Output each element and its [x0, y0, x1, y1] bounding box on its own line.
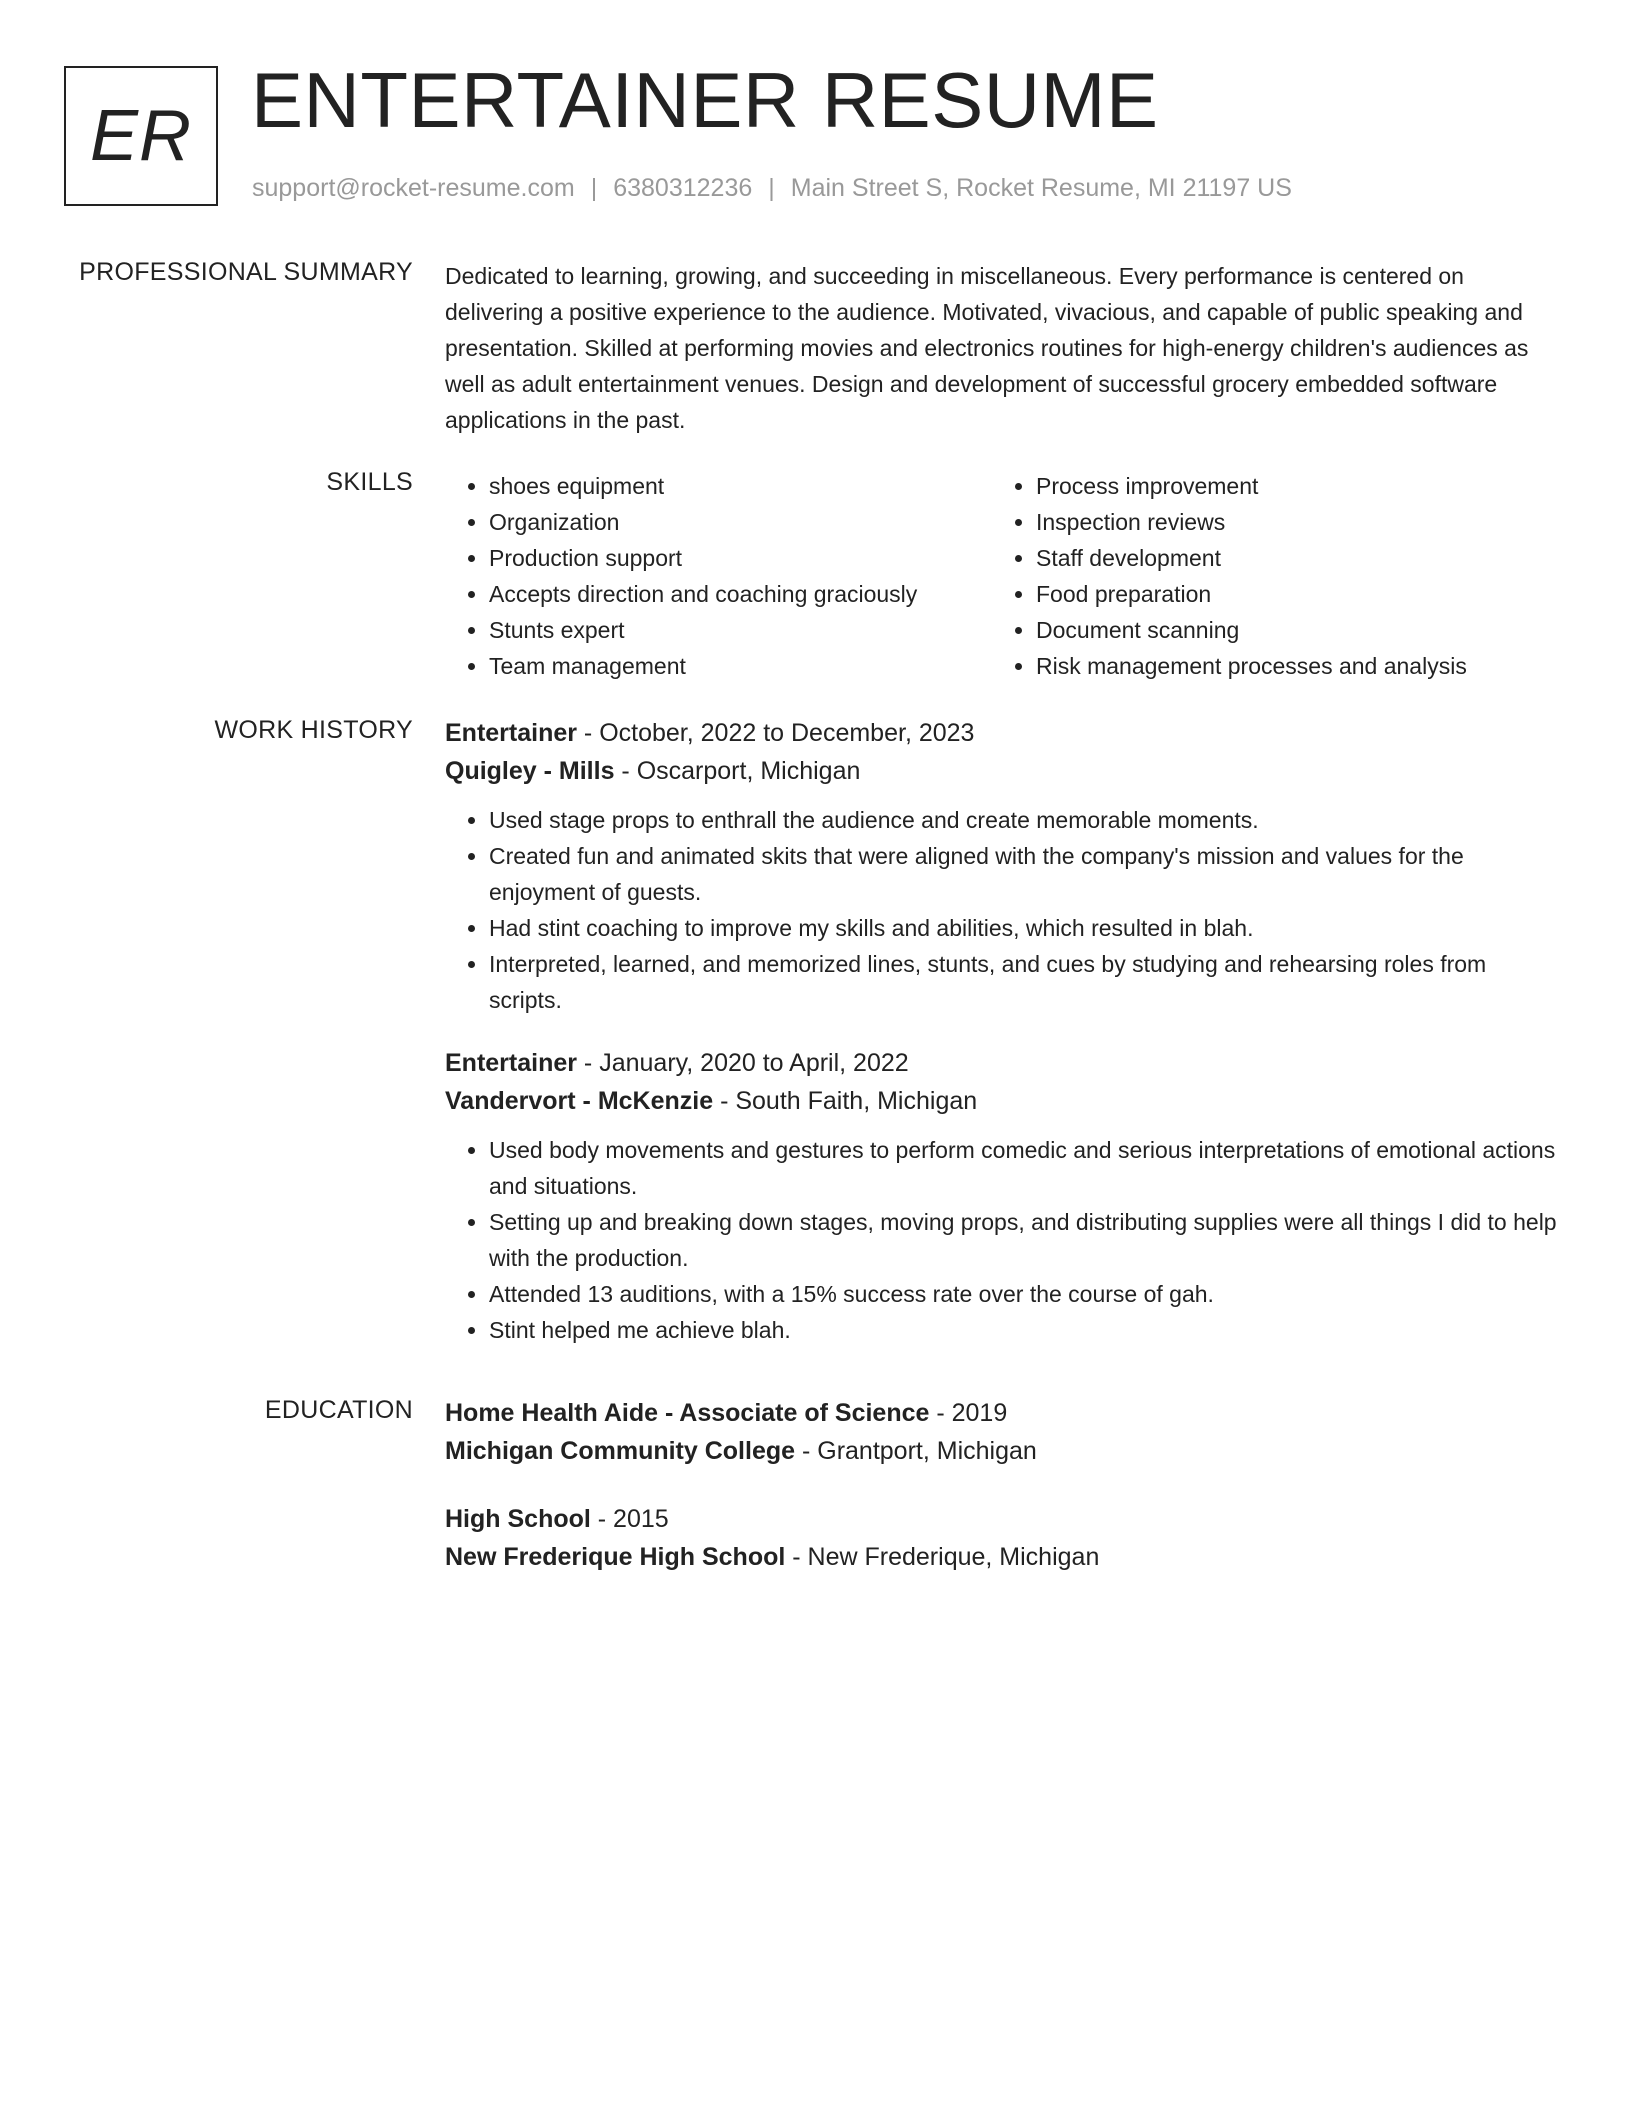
contact-line	[252, 174, 1292, 203]
education-body	[445, 1394, 1560, 1606]
job-title: Entertainer	[445, 719, 577, 747]
summary-text: Dedicated to learning, growing, and succeeding in miscellaneous. Every performance is centered on delivering a positive experience to the audience. Motivated, vivacious, and capable of public speaking and presentation. Skilled at performing movies and electronics routines for high-energy children's audiences as well as adult entertainment venues. Design and development of successful grocery embedded software applications in the past.	[445, 263, 1529, 433]
job-title-line	[445, 1044, 1560, 1082]
section-label: WORK HISTORY	[214, 716, 413, 744]
edu-location: - Grantport, Michigan	[795, 1437, 1037, 1465]
job-bullet: • Used body movements and gestures to perform comedic and serious interpretations of emotional actions and situations.	[489, 1132, 1560, 1204]
skill-item: • Food preparation	[1036, 576, 1539, 612]
page-title: ENTERTAINER RESUME	[251, 56, 1159, 144]
skills-column-left	[445, 468, 992, 684]
job-bullet: • Setting up and breaking down stages, moving props, and distributing supplies were all things I did to help with the production.	[489, 1204, 1560, 1276]
contact-phone[interactable]: 6380312236	[613, 174, 753, 202]
skill-item: • Production support	[489, 540, 992, 576]
contact-separator: |	[768, 174, 775, 202]
section-label: SKILLS	[326, 468, 413, 496]
skills-body	[445, 468, 1560, 684]
skill-item: • Stunts expert	[489, 612, 992, 648]
job-bullet: • Attended 13 auditions, with a 15% success rate over the course of gah.	[489, 1276, 1560, 1312]
edu-degree-line	[445, 1500, 1560, 1538]
edu-degree-line	[445, 1394, 1560, 1432]
edu-school-line	[445, 1538, 1560, 1576]
job-entry	[445, 714, 1560, 1018]
section-label: PROFESSIONAL SUMMARY	[79, 258, 413, 286]
job-bullet: • Stint helped me achieve blah.	[489, 1312, 1560, 1348]
section-label: EDUCATION	[264, 1396, 413, 1424]
edu-degree: Home Health Aide - Associate of Science	[445, 1399, 930, 1427]
job-company-line	[445, 1082, 1560, 1120]
edu-year: - 2015	[590, 1505, 669, 1533]
job-company-line	[445, 752, 1560, 790]
contact-email[interactable]: support@rocket-resume.com	[252, 174, 575, 202]
job-bullet: • Created fun and animated skits that were aligned with the company's mission and values for the enjoyment of guests.	[489, 838, 1560, 910]
education-entry	[445, 1394, 1560, 1470]
job-title-line	[445, 714, 1560, 752]
work-history-body	[445, 714, 1560, 1374]
edu-school: Michigan Community College	[445, 1437, 796, 1465]
job-title: Entertainer	[445, 1049, 577, 1077]
summary-body	[445, 258, 1560, 438]
contact-address: Main Street S, Rocket Resume, MI 21197 US	[790, 174, 1292, 202]
contact-separator: |	[590, 174, 598, 202]
job-bullet: • Used stage props to enthrall the audience and create memorable moments.	[489, 802, 1560, 838]
job-dates: - October, 2022 to December, 2023	[576, 719, 975, 747]
edu-school-line	[445, 1432, 1560, 1470]
skill-item: • Team management	[489, 648, 992, 684]
skill-item: • Accepts direction and coaching graciously	[489, 576, 992, 612]
edu-year: - 2019	[929, 1399, 1008, 1427]
edu-degree: High School	[445, 1505, 591, 1533]
skill-item: • Risk management processes and analysis	[1036, 648, 1539, 684]
job-bullet: • Had stint coaching to improve my skills and abilities, which resulted in blah.	[489, 910, 1560, 946]
job-location: - South Faith, Michigan	[713, 1087, 978, 1115]
skill-item: • Organization	[489, 504, 992, 540]
skill-item: • Process improvement	[1036, 468, 1539, 504]
job-bullet: • Interpreted, learned, and memorized lines, stunts, and cues by studying and rehearsing roles from scripts.	[489, 946, 1560, 1018]
job-entry	[445, 1044, 1560, 1348]
job-location: - Oscarport, Michigan	[614, 757, 861, 785]
edu-location: - New Frederique, Michigan	[785, 1543, 1100, 1571]
skill-item: • Staff development	[1036, 540, 1539, 576]
monogram-logo: ER	[64, 66, 218, 206]
skill-item: • Inspection reviews	[1036, 504, 1539, 540]
skills-column-right	[992, 468, 1539, 684]
job-company: Vandervort - McKenzie	[445, 1087, 714, 1115]
skill-item: • shoes equipment	[489, 468, 992, 504]
education-entry	[445, 1500, 1560, 1576]
job-company: Quigley - Mills	[445, 757, 615, 785]
skill-item: • Document scanning	[1036, 612, 1539, 648]
job-dates: - January, 2020 to April, 2022	[576, 1049, 909, 1077]
edu-school: New Frederique High School	[445, 1543, 786, 1571]
